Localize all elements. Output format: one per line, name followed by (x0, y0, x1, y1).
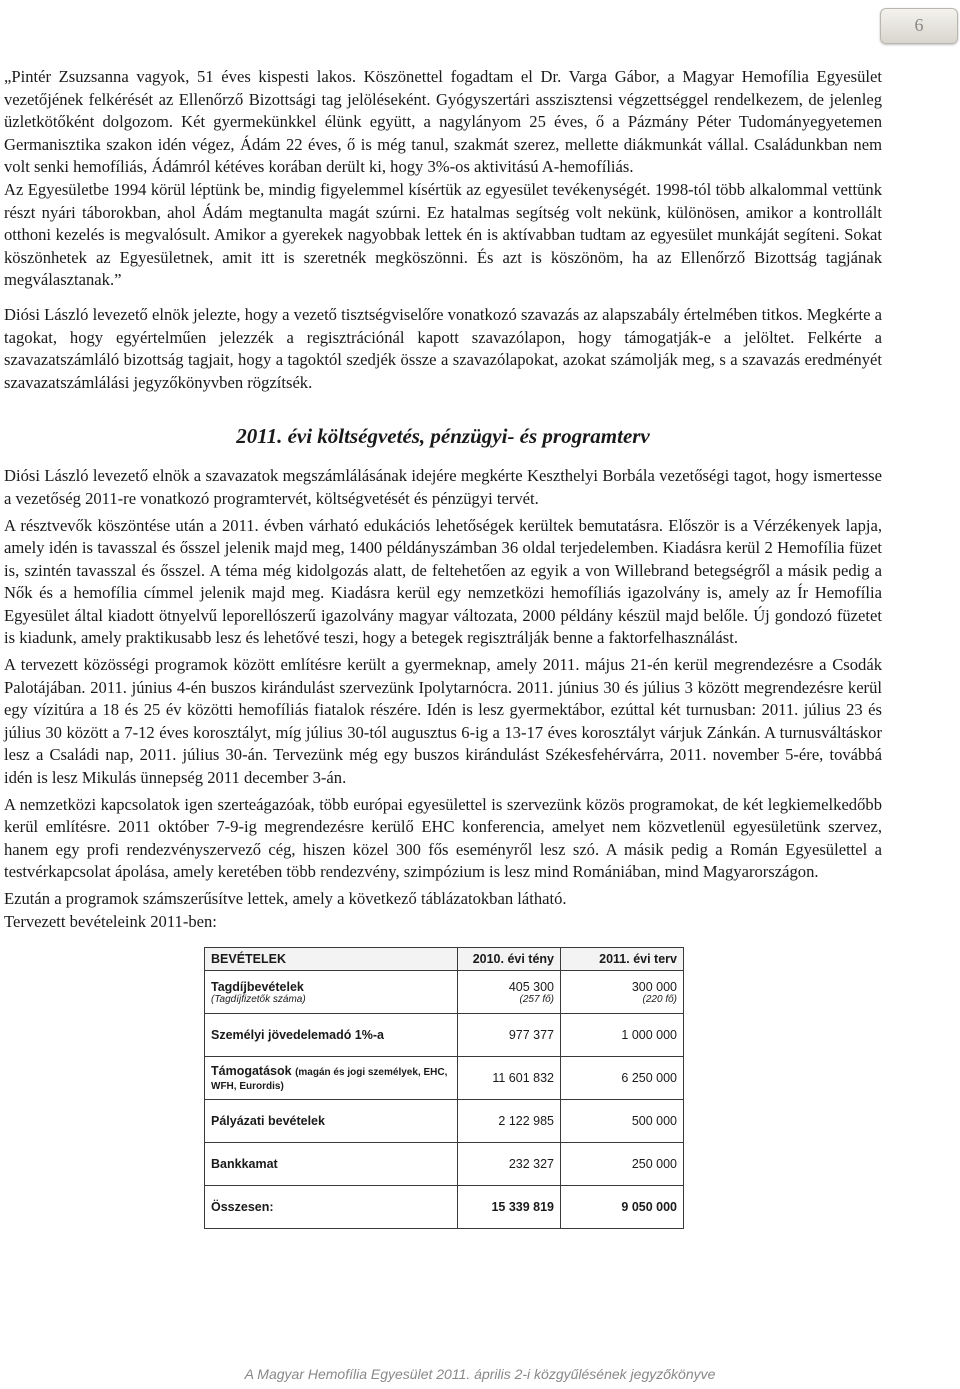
budget-header-row (205, 948, 684, 971)
paragraph-international: A nemzetközi kapcsolatok igen szerteágazóak, több európai egyesülettel is szervezünk közös programokat, de két legkiemelkedőbb kerül említésre. 2011 október 7-9-ig megrendezésre kerülő EHC konferencia, amelyet nem közvetlenül egyesületünk szervez, hanem egy profi rendezvényszervező cég, hiszen közel 300 fős eseményről lesz szó. A másik pedig a Román Egyesülettel a testvérkapcsolat ápolása, amely keretében több rendezvény, szimpózium is lesz mind Romániában, mind Magyarországon. (4, 794, 882, 882)
budget-header-label: BEVÉTELEK (205, 948, 458, 971)
table-row (205, 1014, 684, 1057)
page-footer: A Magyar Hemofília Egyesület 2011. április 2-i közgyűlésének jegyzőkönyve (244, 1366, 716, 1382)
row-label: Összesen: (205, 1186, 458, 1229)
row-label: Bankkamat (205, 1143, 458, 1186)
row-actual: 977 377 (458, 1014, 561, 1057)
paragraph-community-programs: A tervezett közösségi programok között említésre került a gyermeknap, amely 2011. május 21-én kerül megrendezésre a Csodák Palotájában. 2011. június 4-én buszos kirándulást szervezünk Ipolytarnócra. 2011. június 30 és július 3 között megrendezésre kerül egy vízitúra a 18 és 25 év közötti hemofíliás fiatalok részére. Idén is lesz gyermektábor, ezúttal két turnusban: 2011. július 23 és július 30 között a 7-12 éves korosztályt, míg július 30-tól augusztus 6-ig a 13-17 éves korosztályt várjuk Zánkán. A turnusváltáskor lesz a Családi nap, 2011. július 30-án. Tervezünk még egy buszos kirándulást Székesfehérvárra, 2011. november 5-ére, továbbá idén is lesz Mikulás ünnepség 2011 december 3-án. (4, 655, 882, 788)
row-plan: 500 000 (561, 1100, 684, 1143)
row-label: Támogatások (magán és jogi személyek, EHC, WFH, Eurordis) (205, 1057, 458, 1100)
paragraph-education: A résztvevők köszöntése után a 2011. évben várható edukációs lehetőségek kerültek bemutatásra. Először is a Vérzékenyek lapja, amely idén is tavasszal és ősszel jelenik majd meg, 1400 példányszámban 36 oldal terjedelemben. Kiadásra kerül 2 Hemofília füzet is, szintén tavasszal és ősszel. A téma még kidolgozás alatt, de feltehetően az egyik a von Willebrand betegségről a másik pedig a Nők és a hemofília címmel jelenik majd meg. Kiadásra kerül egy nemzetközi hemofíliás igazolvány is, amely az Ír Hemofília Egyesület által kiadott ötnyelvű leporellószerű igazolvány magyar változata, 2000 példány készül majd belőle. Új gondozó füzetet is kiadunk, amely praktikusabb lesz és lehetővé teszi, hogy a betegek regisztrálják benne a faktorfelhasználást. (4, 515, 882, 648)
row-actual: 2 122 985 (458, 1100, 561, 1143)
row-plan: 1 000 000 (561, 1014, 684, 1057)
section-title: 2011. évi költségvetés, pénzügyi- és programterv (236, 424, 650, 449)
paragraph-tables-intro: Ezután a programok számszerűsítve lettek, amely a következő táblázatokban látható. (4, 889, 567, 908)
table-row (205, 1100, 684, 1143)
row-plan: 300 000 (220 fő) (561, 971, 684, 1014)
row-actual: 232 327 (458, 1143, 561, 1186)
table-row (205, 971, 684, 1014)
document-body (4, 66, 882, 1229)
table-row (205, 1057, 684, 1100)
row-plan: 6 250 000 (561, 1057, 684, 1100)
row-plan: 9 050 000 (561, 1186, 684, 1229)
row-label: Pályázati bevételek (205, 1100, 458, 1143)
budget-header-plan: 2011. évi terv (561, 948, 684, 971)
row-actual: 11 601 832 (458, 1057, 561, 1100)
row-plan: 250 000 (561, 1143, 684, 1186)
page-number: 6 (914, 15, 924, 35)
row-actual: 405 300 (257 fő) (458, 971, 561, 1014)
row-label: Tagdíjbevételek (Tagdíjfizetők száma) (205, 971, 458, 1014)
table-row-total (205, 1186, 684, 1229)
paragraph-pinter-membership: Az Egyesületbe 1994 körül léptünk be, mindig figyelemmel kísértük az egyesület tevékenységét. 1998-tól több alkalommal vettünk részt nyári táborokban, ahol Ádám megtanulta magát szúrni. Ez hatalmas segítség volt nekünk, különösen, amikor a kontrollált otthoni kezelés is megvalósult. Amikor a gyerekek nagyobbak lettek én is aktívabban tudtam az egyesület munkáját segíteni. Sokat köszönhetek az Egyesületnek, amit itt is szeretnék megköszönni. És azt is köszönöm, ha az Ellenőrző Bizottság tagjának megválasztanak.” (4, 179, 882, 290)
paragraph-program-request: Diósi László levezető elnök a szavazatok megszámlálásának idejére megkérte Keszthelyi Borbála vezetőségi tagot, hogy ismertesse a vezetőség 2011-re vonatkozó programtervét, költségvetését és pénzügyi tervét. (4, 466, 882, 508)
paragraph-pinter-intro: „Pintér Zsuzsanna vagyok, 51 éves kispesti lakos. Köszönettel fogadtam el Dr. Varga Gábor, a Magyar Hemofília Egyesület vezetőjének felkérését az Ellenőrző Bizottsági tag jelöléseként. Gyógyszertári asszisztensi végzettséggel rendelkezem, de jelenleg üzletkötőként dolgozom. Két gyermekünkkel élünk együtt, a nagylányom 25 éves, ő a Pázmány Péter Tudományegyetemen Germanisztika szakon idén végez, Ádám 22 éves, ő is még tanul, szakmát szerez, mellette diákmunkát vállal. Családunkban nem volt senki hemofíliás, Ádámról kétéves korában derült ki, hogy 3%-os aktivitású A-hemofíliás. (4, 67, 882, 177)
paragraph-voting-announcement: Diósi László levezető elnök jelezte, hogy a vezető tisztségviselőre vonatkozó szavazás az alapszabály értelmében titkos. Megkérte a tagokat, hogy egyértelműen jelezzék a regisztrációnál kapott szavazólapon, hogy támogatják-e a jelöltet. Felkérte a szavazatszámláló bizottság tagjait, hogy a tagoktól szedjék össze a szavazólapokat, azokat számolják meg, s a szavazás eredményét szavazatszámlálási jegyzőkönyvben rögzítsék. (4, 304, 882, 392)
budget-table (204, 947, 684, 1229)
budget-table-container (204, 947, 684, 1229)
paragraph-planned-income: Tervezett bevételeink 2011-ben: (4, 911, 217, 931)
row-actual: 15 339 819 (458, 1186, 561, 1229)
budget-header-actual: 2010. évi tény (458, 948, 561, 971)
table-row (205, 1143, 684, 1186)
row-label: Személyi jövedelemadó 1%-a (205, 1014, 458, 1057)
page-number-badge (880, 8, 958, 44)
